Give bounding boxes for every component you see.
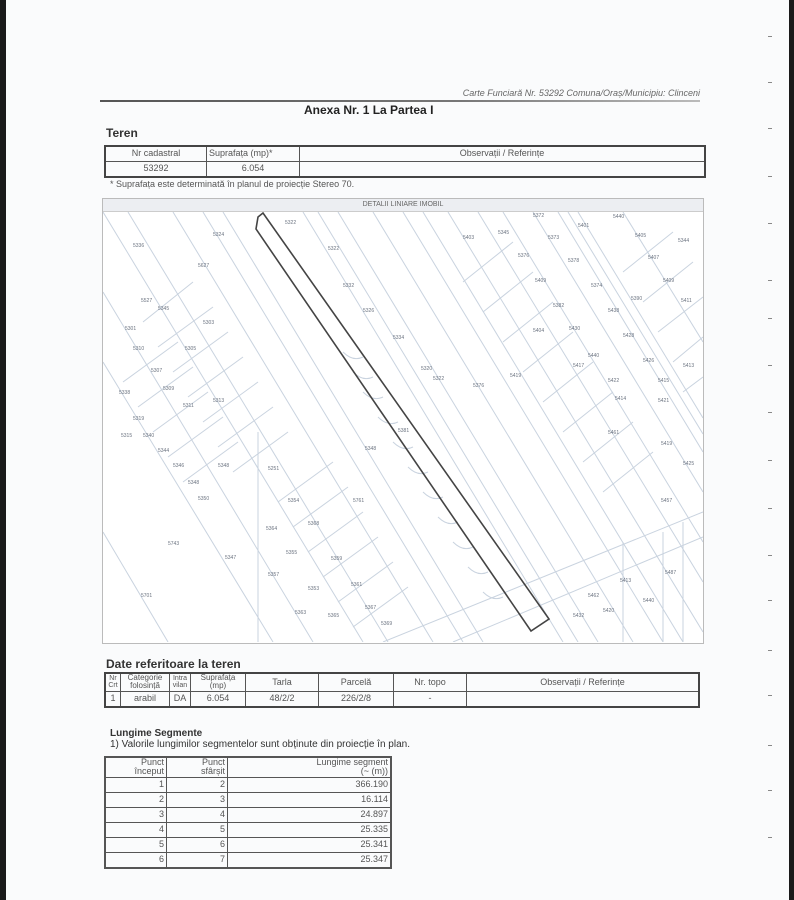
header-punct-sfarsit: Punct sfârșit bbox=[167, 757, 228, 777]
parcel-label: 5409 bbox=[663, 278, 675, 284]
cell-end: 3 bbox=[167, 792, 228, 807]
parcel-label: 5357 bbox=[268, 572, 280, 578]
parcel-label: 5319 bbox=[133, 416, 145, 422]
margin-tick bbox=[768, 280, 772, 281]
parcel-label: 5345 bbox=[158, 306, 170, 312]
parcel-label: 5425 bbox=[683, 461, 695, 467]
suprafata-footnote: * Suprafața este determinată în planul de proiecție Stereo 70. bbox=[110, 179, 355, 189]
lungime-segmente-title: Lungime Segmente bbox=[110, 728, 203, 739]
parcel-label: 5419 bbox=[510, 373, 522, 379]
margin-tick bbox=[768, 600, 772, 601]
parcel-label: 5320 bbox=[421, 366, 433, 372]
margin-tick bbox=[768, 695, 772, 696]
parcel-label: 5364 bbox=[266, 526, 278, 532]
parcel-label: 5414 bbox=[615, 396, 627, 402]
header-rule bbox=[100, 100, 700, 102]
teren-section-title: Teren bbox=[106, 126, 138, 140]
table-row bbox=[105, 807, 391, 822]
parcel-label: 5348 bbox=[218, 463, 230, 469]
parcel-label: 5324 bbox=[213, 232, 225, 238]
parcel-label: 5405 bbox=[635, 233, 647, 239]
cell-start: 6 bbox=[105, 852, 167, 868]
date-teren-title: Date referitoare la teren bbox=[106, 657, 241, 671]
parcel-label: 5462 bbox=[588, 593, 600, 599]
cell-end: 6 bbox=[167, 837, 228, 852]
parcel-label: 5457 bbox=[661, 498, 673, 504]
margin-tick bbox=[768, 318, 772, 319]
parcel-label: 5422 bbox=[608, 378, 620, 384]
margin-tick bbox=[768, 128, 772, 129]
parcel-label: 5421 bbox=[658, 398, 670, 404]
parcel-label: 5409 bbox=[535, 278, 547, 284]
parcel-label: 5344 bbox=[678, 238, 690, 244]
parcel-label: 5627 bbox=[198, 263, 210, 269]
parcel-label: 5527 bbox=[141, 298, 153, 304]
table-row bbox=[105, 777, 391, 792]
margin-tick bbox=[768, 412, 772, 413]
parcel-label: 5301 bbox=[125, 326, 137, 332]
cell-tarla: 48/2/2 bbox=[246, 691, 319, 707]
parcel-label: 5359 bbox=[331, 556, 343, 562]
cell-observatii bbox=[300, 162, 706, 178]
parcel-label: 5430 bbox=[569, 326, 581, 332]
parcel-label: 5332 bbox=[343, 283, 355, 289]
parcel-label: 5390 bbox=[631, 296, 643, 302]
parcel-label: 5346 bbox=[173, 463, 185, 469]
header-intravilan: Intra vilan bbox=[170, 673, 191, 691]
cell-start: 4 bbox=[105, 822, 167, 837]
margin-tick bbox=[768, 508, 772, 509]
parcel-label: 5381 bbox=[398, 428, 410, 434]
parcel-label: 5372 bbox=[533, 213, 545, 219]
cadastral-map bbox=[102, 198, 704, 644]
cell-suprafata: 6.054 bbox=[191, 691, 246, 707]
parcel-label: 5348 bbox=[365, 446, 377, 452]
parcel-label: 5761 bbox=[353, 498, 365, 504]
parcel-label: 5440 bbox=[588, 353, 600, 359]
margin-tick bbox=[768, 176, 772, 177]
lungime-segmente-note: 1) Valorile lungimilor segmentelor sunt obținute din proiecție în plan. bbox=[110, 739, 410, 750]
parcel-label: 5440 bbox=[613, 214, 625, 220]
parcel-label: 5305 bbox=[185, 346, 197, 352]
header-observatii: Observații / Referințe bbox=[300, 146, 706, 162]
parcel-label: 5426 bbox=[643, 358, 655, 364]
cell-end: 7 bbox=[167, 852, 228, 868]
parcel-label: 5487 bbox=[665, 570, 677, 576]
header-categorie: Categorie folosință bbox=[121, 673, 170, 691]
parcel-label: 5413 bbox=[620, 578, 632, 584]
cell-start: 1 bbox=[105, 777, 167, 792]
segment-lengths-table bbox=[104, 756, 392, 869]
margin-tick bbox=[768, 790, 772, 791]
cell-length: 25.347 bbox=[228, 852, 392, 868]
parcel-label: 5369 bbox=[381, 621, 393, 627]
parcel-label: 5347 bbox=[225, 555, 237, 561]
parcel-label: 5344 bbox=[158, 448, 170, 454]
parcel-label: 5303 bbox=[203, 320, 215, 326]
parcel-label: 5348 bbox=[188, 480, 200, 486]
teren-table bbox=[104, 145, 706, 178]
margin-tick bbox=[768, 650, 772, 651]
parcel-label: 5415 bbox=[658, 378, 670, 384]
parcel-label: 5428 bbox=[623, 333, 635, 339]
parcel-label: 5417 bbox=[573, 363, 585, 369]
cell-length: 25.335 bbox=[228, 822, 392, 837]
cell-suprafata: 6.054 bbox=[207, 162, 300, 178]
table-row bbox=[105, 852, 391, 868]
cell-end: 2 bbox=[167, 777, 228, 792]
cell-nr-cadastral: 53292 bbox=[105, 162, 207, 178]
cell-length: 25.341 bbox=[228, 837, 392, 852]
parcel-label: 5313 bbox=[213, 398, 225, 404]
margin-tick bbox=[768, 460, 772, 461]
parcel-label: 5413 bbox=[683, 363, 695, 369]
cell-end: 5 bbox=[167, 822, 228, 837]
parcel-label: 5354 bbox=[288, 498, 300, 504]
table-row bbox=[105, 792, 391, 807]
parcel-label: 5376 bbox=[473, 383, 485, 389]
date-teren-table bbox=[104, 672, 700, 708]
parcel-label: 5419 bbox=[661, 441, 673, 447]
header-parcela: Parcelă bbox=[319, 673, 394, 691]
parcel-label: 5326 bbox=[363, 308, 375, 314]
parcel-label: 5322 bbox=[328, 246, 340, 252]
parcel-label: 5438 bbox=[608, 308, 620, 314]
header-lungime: Lungime segment (~ (m)) bbox=[228, 757, 392, 777]
parcel-label: 5361 bbox=[351, 582, 363, 588]
header-nr-topo: Nr. topo bbox=[394, 673, 467, 691]
cell-end: 4 bbox=[167, 807, 228, 822]
parcel-label: 5336 bbox=[133, 243, 145, 249]
parcel-label: 5420 bbox=[603, 608, 615, 614]
margin-tick bbox=[768, 555, 772, 556]
cell-parcela: 226/2/8 bbox=[319, 691, 394, 707]
header-tarla: Tarla bbox=[246, 673, 319, 691]
parcel-label: 5411 bbox=[681, 298, 692, 304]
cell-categorie: arabil bbox=[121, 691, 170, 707]
cell-nr-topo: - bbox=[394, 691, 467, 707]
parcel-label: 5322 bbox=[433, 376, 445, 382]
parcel-label: 5403 bbox=[463, 235, 475, 241]
parcel-label: 5404 bbox=[533, 328, 545, 334]
margin-tick bbox=[768, 82, 772, 83]
parcel-label: 5307 bbox=[151, 368, 163, 374]
neighbor-parcel-lines bbox=[103, 212, 703, 642]
margin-tick bbox=[768, 365, 772, 366]
parcel-label: 5310 bbox=[133, 346, 145, 352]
margin-tick bbox=[768, 223, 772, 224]
parcel-label: 5368 bbox=[308, 521, 320, 527]
table-row bbox=[105, 837, 391, 852]
header-punct-inceput: Punct început bbox=[105, 757, 167, 777]
carte-funciara-title: Carte Funciară Nr. 53292 Comuna/Oraș/Municipiu: Clinceni bbox=[462, 88, 700, 98]
parcel-label: 5345 bbox=[498, 230, 510, 236]
parcel-label: 5251 bbox=[268, 466, 280, 472]
parcel-label: 5365 bbox=[328, 613, 340, 619]
parcel-label: 5374 bbox=[591, 283, 603, 289]
cell-start: 3 bbox=[105, 807, 167, 822]
cell-length: 24.897 bbox=[228, 807, 392, 822]
parcel-label: 5355 bbox=[286, 550, 298, 556]
parcel-label: 5743 bbox=[168, 541, 180, 547]
map-header: DETALII LINIARE IMOBIL bbox=[103, 199, 703, 212]
header-suprafata: Suprafața (mp) bbox=[191, 673, 246, 691]
header-nr-cadastral: Nr cadastral bbox=[105, 146, 207, 162]
parcel-plan-drawing bbox=[103, 212, 703, 642]
parcel-label: 5334 bbox=[393, 335, 405, 341]
parcel-label: 5376 bbox=[518, 253, 530, 259]
parcel-label: 5701 bbox=[141, 593, 153, 599]
parcel-label: 5373 bbox=[548, 235, 560, 241]
cell-intravilan: DA bbox=[170, 691, 191, 707]
cell-length: 366.190 bbox=[228, 777, 392, 792]
margin-tick bbox=[768, 837, 772, 838]
parcel-label: 5401 bbox=[578, 223, 590, 229]
table-row bbox=[105, 822, 391, 837]
parcel-label: 5350 bbox=[198, 496, 210, 502]
parcel-label: 5311 bbox=[183, 403, 194, 409]
cell-start: 2 bbox=[105, 792, 167, 807]
parcel-label: 5432 bbox=[573, 613, 585, 619]
parcel-label: 5322 bbox=[285, 220, 297, 226]
parcel-label: 5461 bbox=[608, 430, 620, 436]
margin-tick bbox=[768, 36, 772, 37]
header-suprafata: Suprafața (mp)* bbox=[207, 146, 300, 162]
parcel-label: 5440 bbox=[643, 598, 655, 604]
parcel-label: 5367 bbox=[365, 605, 377, 611]
parcel-label: 5407 bbox=[648, 255, 660, 261]
parcel-label: 5353 bbox=[308, 586, 320, 592]
cell-start: 5 bbox=[105, 837, 167, 852]
parcel-label: 5309 bbox=[163, 386, 175, 392]
parcel-label: 5340 bbox=[143, 433, 155, 439]
parcel-label: 5338 bbox=[119, 390, 131, 396]
parcel-label: 5363 bbox=[295, 610, 307, 616]
parcel-label: 5378 bbox=[568, 258, 580, 264]
cell-length: 16.114 bbox=[228, 792, 392, 807]
header-nr-crt: Nr Crt bbox=[105, 673, 121, 691]
anexa-title: Anexa Nr. 1 La Partea I bbox=[304, 103, 434, 117]
margin-tick bbox=[768, 745, 772, 746]
parcel-label: 5315 bbox=[121, 433, 133, 439]
table-row bbox=[105, 691, 699, 707]
parcel-label: 5382 bbox=[553, 303, 565, 309]
header-observatii: Observații / Referințe bbox=[467, 673, 700, 691]
cell-nr-crt: 1 bbox=[105, 691, 121, 707]
cell-observatii bbox=[467, 691, 700, 707]
